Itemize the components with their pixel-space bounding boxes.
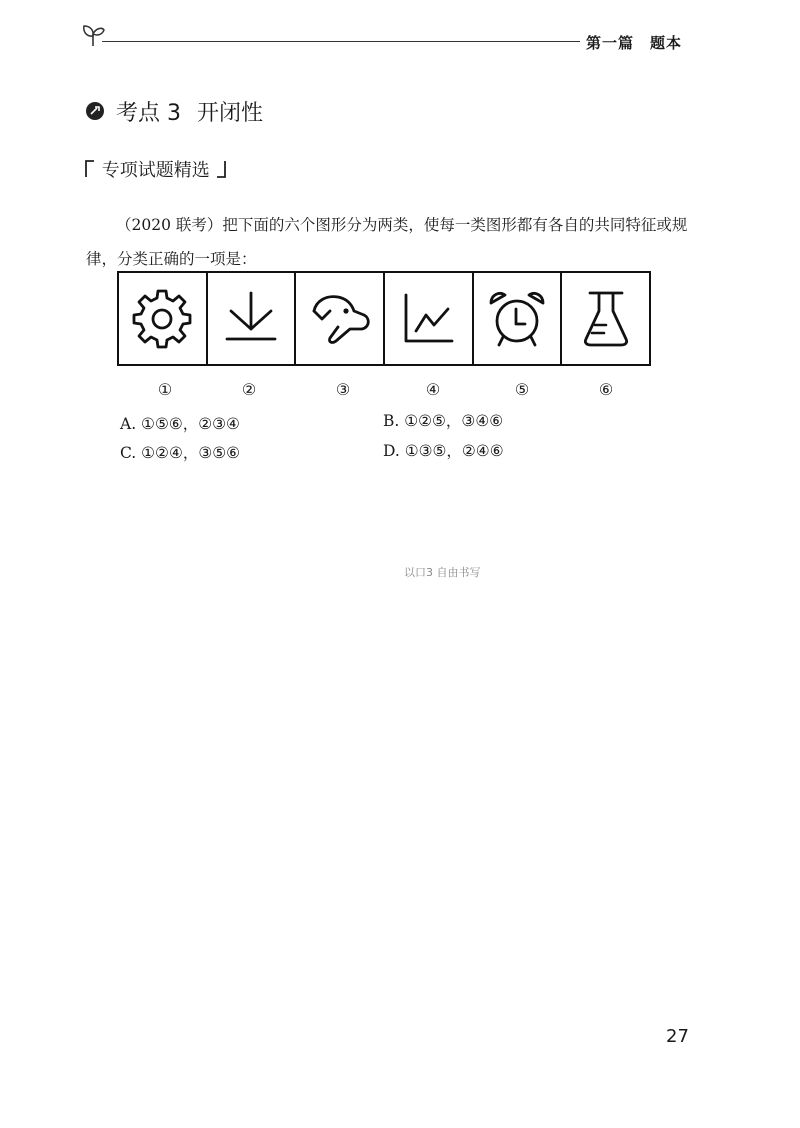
section-title: 开闭性 bbox=[197, 101, 264, 126]
download-icon bbox=[219, 287, 283, 351]
figure-label-1: ① bbox=[157, 380, 173, 399]
subheading-text: 专项试题精选 bbox=[101, 160, 210, 181]
flask-icon bbox=[574, 287, 638, 351]
figure-strip bbox=[117, 271, 651, 366]
section-number: 考点 3 bbox=[116, 101, 181, 126]
figure-label-4: ④ bbox=[425, 380, 441, 399]
option-d[interactable]: D. ①③⑤，②④⑥ bbox=[383, 442, 504, 460]
dog-head-icon bbox=[308, 287, 372, 351]
figure-label-2: ② bbox=[241, 380, 257, 399]
alarm-clock-icon bbox=[485, 287, 549, 351]
figure-label-6: ⑥ bbox=[598, 380, 614, 399]
right-bracket-icon bbox=[215, 159, 229, 179]
figure-cell-5 bbox=[474, 273, 563, 364]
left-bracket-icon bbox=[82, 159, 96, 179]
section-heading bbox=[116, 96, 263, 127]
handwritten-note: 以口3 自由书写 bbox=[404, 566, 481, 579]
figure-cell-6 bbox=[562, 273, 649, 364]
question-stem: （2020 联考）把下面的六个图形分为两类，使每一类图形都有各自的共同特征或规律，分类正确的一项是： bbox=[86, 216, 688, 268]
option-b[interactable]: B. ①②⑤，③④⑥ bbox=[383, 412, 504, 430]
sprout-icon bbox=[80, 22, 106, 48]
option-a[interactable]: A. ①⑤⑥，②③④ bbox=[120, 415, 240, 433]
gear-icon bbox=[130, 287, 194, 351]
figure-label-5: ⑤ bbox=[514, 380, 530, 399]
header-rule bbox=[102, 41, 580, 42]
section-badge-icon bbox=[86, 102, 104, 120]
subheading bbox=[82, 156, 229, 182]
figure-cell-4 bbox=[385, 273, 474, 364]
figure-cell-2 bbox=[208, 273, 297, 364]
page-number: 27 bbox=[666, 1026, 689, 1047]
figure-cell-3 bbox=[296, 273, 385, 364]
line-chart-icon bbox=[396, 287, 460, 351]
figure-cell-1 bbox=[119, 273, 208, 364]
running-header: 第一篇 题本 bbox=[585, 34, 682, 52]
figure-label-3: ③ bbox=[335, 380, 351, 399]
option-c[interactable]: C. ①②④，③⑤⑥ bbox=[120, 444, 241, 462]
